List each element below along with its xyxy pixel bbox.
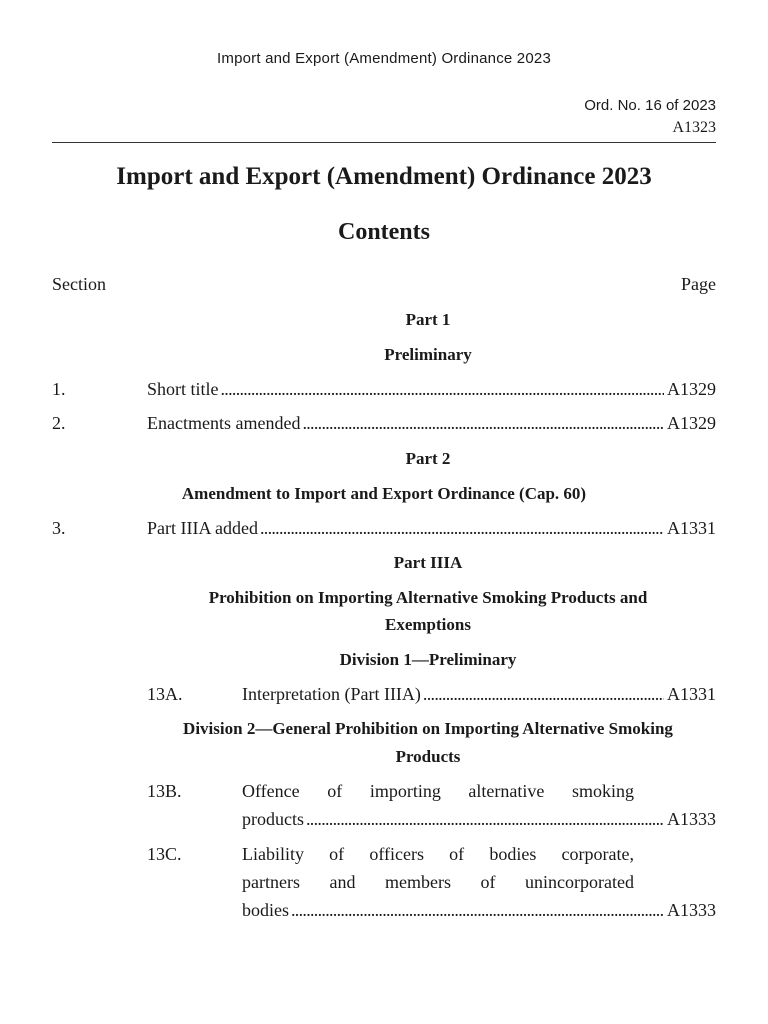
- section-title-line-1: Liability of officers of bodies corporate,: [242, 844, 634, 864]
- section-number: 1.: [52, 379, 66, 399]
- section-number: 13A.: [147, 684, 183, 704]
- toc-entry-13c[interactable]: [147, 840, 716, 924]
- part-iiia-title-line-1: Prohibition on Importing Alternative Smoking Products and: [208, 588, 648, 607]
- dot-leader: [423, 682, 664, 706]
- division-1-title: Division 1—Preliminary: [339, 650, 517, 669]
- page-ref: A1329: [667, 413, 716, 433]
- section-number: 13B.: [147, 781, 182, 801]
- page-ref: A1333: [667, 809, 716, 829]
- page-ref: A1331: [667, 518, 716, 538]
- page-ref: A1331: [667, 684, 716, 704]
- part-1-label: Part 1: [405, 310, 451, 329]
- column-header-section: Section: [52, 274, 106, 294]
- part-iiia-title-line-2: Exemptions: [385, 615, 471, 634]
- page-ref: A1333: [667, 900, 716, 920]
- document-title: Import and Export (Amendment) Ordinance 2023: [116, 163, 652, 190]
- section-title: Short title: [147, 379, 219, 399]
- section-title-line-3: bodies: [242, 900, 289, 920]
- section-number: 3.: [52, 518, 66, 538]
- section-title-line-2: products: [242, 809, 304, 829]
- section-title: Enactments amended: [147, 413, 301, 433]
- part-2-title: Amendment to Import and Export Ordinance (Cap. 60): [181, 484, 587, 503]
- dot-leader: [260, 516, 664, 540]
- part-1-title: Preliminary: [384, 345, 472, 364]
- toc-entry-1[interactable]: [52, 377, 716, 401]
- column-header-page: Page: [681, 274, 716, 294]
- header-rule: [52, 142, 716, 143]
- toc-entry-2[interactable]: [52, 411, 716, 435]
- dot-leader: [221, 377, 665, 401]
- dot-leader: [291, 896, 664, 924]
- section-title: Part IIIA added: [147, 518, 258, 538]
- section-title-line-2: partners and members of unincorporated: [242, 872, 634, 892]
- dot-leader: [306, 805, 664, 833]
- toc-entry-3[interactable]: [52, 516, 716, 540]
- section-number: 2.: [52, 413, 66, 433]
- ordinance-number: Ord. No. 16 of 2023: [584, 97, 716, 114]
- division-2-title-line-1: Division 2—General Prohibition on Importing Alternative Smoking: [183, 719, 673, 738]
- part-2-label: Part 2: [405, 449, 451, 468]
- page-ref: A1329: [667, 379, 716, 399]
- running-head: Import and Export (Amendment) Ordinance 2023: [217, 50, 551, 67]
- section-number: 13C.: [147, 844, 182, 864]
- section-title-line-1: Offence of importing alternative smoking: [242, 781, 634, 801]
- contents-heading: Contents: [337, 219, 430, 245]
- division-2-title-line-2: Products: [395, 747, 461, 766]
- toc-entry-13b[interactable]: [147, 777, 716, 833]
- toc-entry-13a[interactable]: [52, 682, 716, 706]
- section-title: Interpretation (Part IIIA): [242, 684, 421, 704]
- dot-leader: [302, 411, 664, 435]
- part-iiia-label: Part IIIA: [393, 553, 463, 572]
- page-number: A1323: [672, 119, 716, 136]
